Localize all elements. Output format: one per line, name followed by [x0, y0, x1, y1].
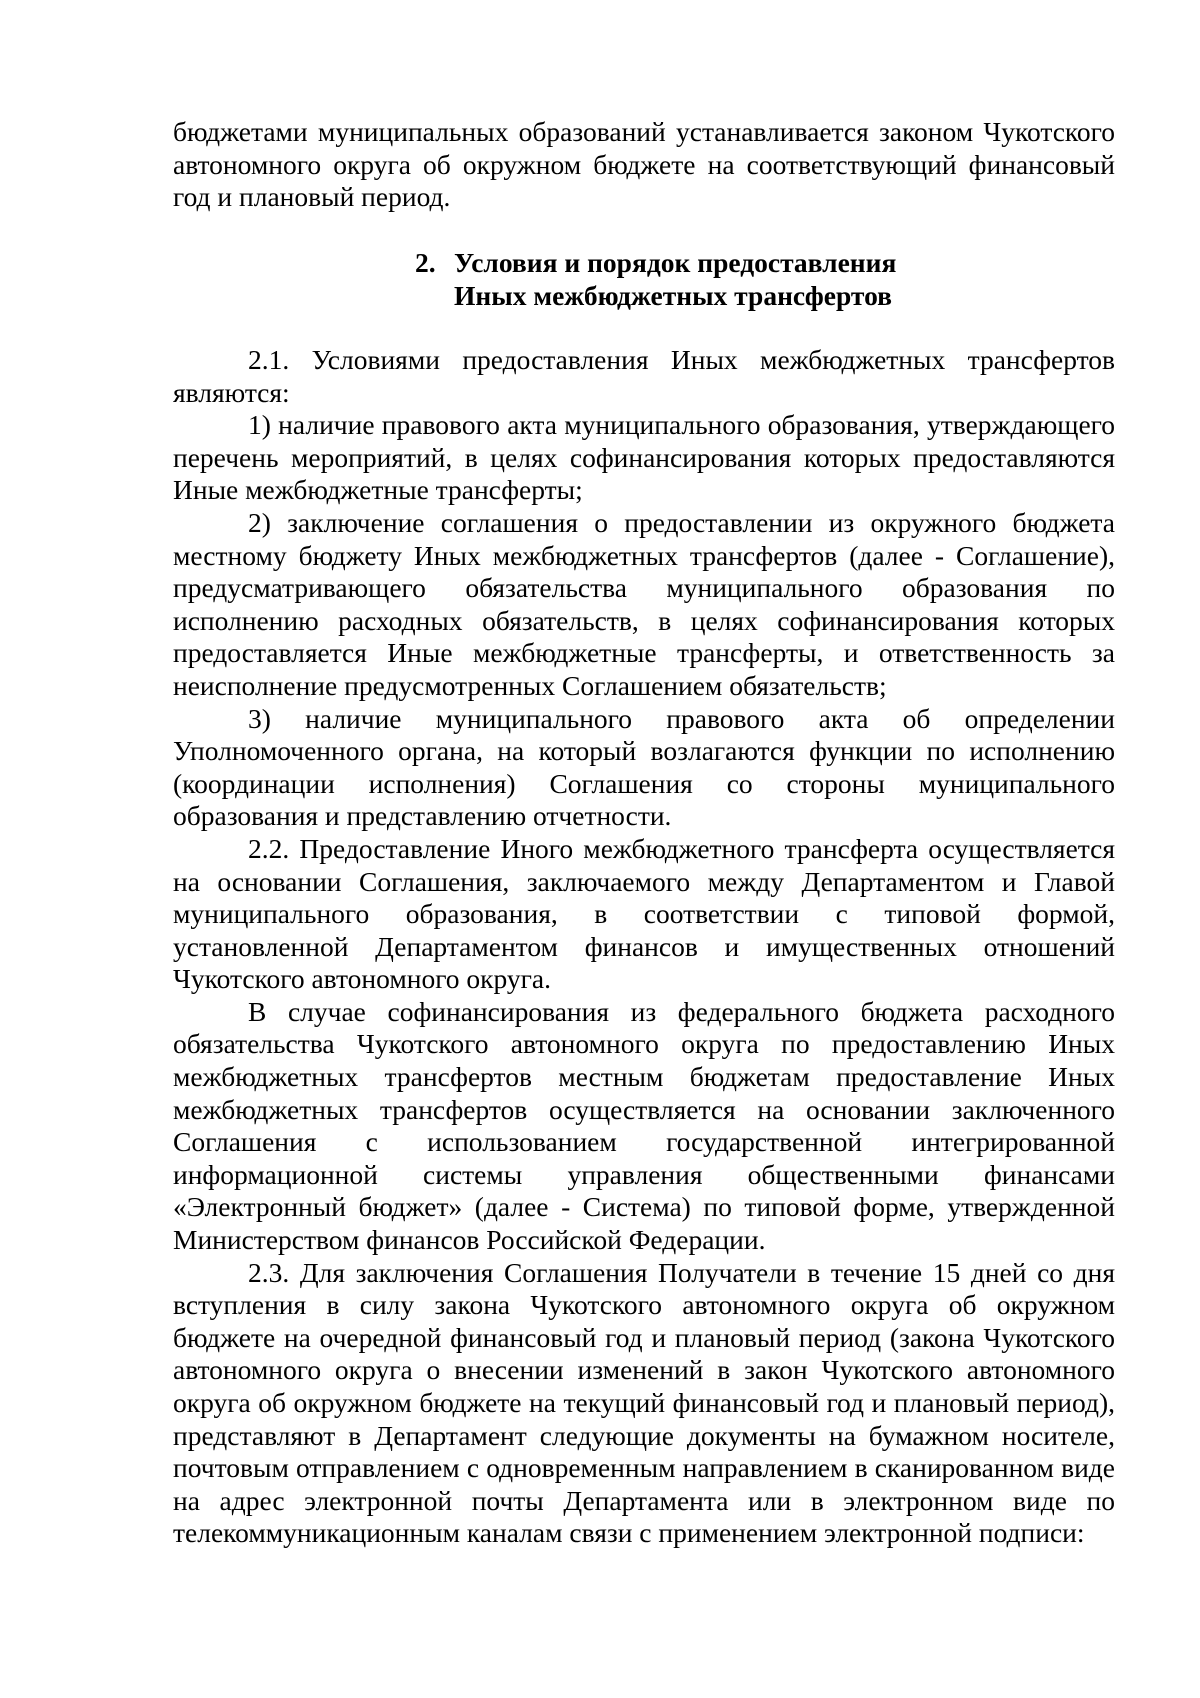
intro-block: [173, 116, 1115, 214]
intro-paragraph: бюджетами муниципальных образований устанавливается законом Чукотского автономного округа об окружном бюджете на соответствующий финансовый год и плановый период.: [173, 116, 1115, 213]
section-heading-line-2: Иных межбюджетных трансфертов: [454, 279, 892, 311]
paragraph-item-2: 2) заключение соглашения о предоставлении из окружного бюджета местному бюджету Иных межбюджетных трансфертов (далее - Соглашение), предусматривающего обязательства муниципального образования по исполнению расходных обязательств, в целях софинансирования которых предоставляется Иные межбюджетные трансферты, и ответственность за неисполнение предусмотренных Соглашением обязательств;: [173, 506, 1115, 701]
section-body: [173, 344, 1115, 1550]
paragraph-item-1: 1) наличие правового акта муниципального образования, утверждающего перечень мероприятий, в целях софинансирования которых предоставляются Иные межбюджетные трансферты;: [173, 409, 1115, 506]
paragraph-2-2: 2.2. Предоставление Иного межбюджетного трансферта осуществляется на основании Соглашения, заключаемого между Департаментом и Главой муниципального образования, в соответствии с типовой формой, установленной Департаментом финансов и имущественных отношений Чукотского автономного округа.: [173, 832, 1115, 995]
paragraph-cofinancing: В случае софинансирования из федерального бюджета расходного обязательства Чукотского автономного округа по предоставлению Иных межбюджетных трансфертов местным бюджетам предоставление Иных межбюджетных трансфертов осуществляется на основании заключенного Соглашения с использованием государственной интегрированной информационной системы управления общественными финансами «Электронный бюджет» (далее - Система) по типовой форме, утвержденной Министерством финансов Российской Федерации.: [173, 995, 1115, 1256]
paragraph-item-3: 3) наличие муниципального правового акта об определении Уполномоченного органа, на который возлагаются функции по исполнению (координации исполнения) Соглашения со стороны муниципального образования и представлению отчетности.: [173, 702, 1115, 832]
section-heading-line-1: Условия и порядок предоставления: [454, 247, 897, 278]
paragraph-2-1: 2.1. Условиями предоставления Иных межбюджетных трансфертов являются:: [173, 344, 1115, 408]
section-heading-number: 2.: [415, 247, 436, 278]
paragraph-2-3: 2.3. Для заключения Соглашения Получатели в течение 15 дней со дня вступления в силу закона Чукотского автономного округа об окружном бюджете на очередной финансовый год и плановый период (закона Чукотского автономного округа о внесении изменений в закон Чукотского автономного округа об окружном бюджете на текущий финансовый год и плановый период), представляют в Департамент следующие документы на бумажном носителе, почтовым отправлением с одновременным направлением в сканированном виде на адрес электронной почты Департамента или в электронном виде по телекоммуникационным каналам связи с применением электронной подписи:: [173, 1256, 1115, 1549]
